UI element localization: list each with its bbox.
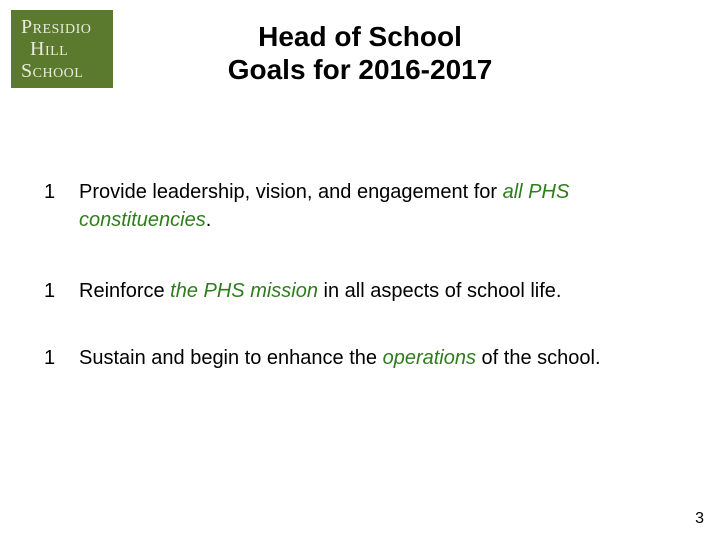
- goal-number: 1: [44, 280, 56, 302]
- logo-line-1: Presidio: [21, 16, 92, 38]
- goal-text: [79, 277, 669, 305]
- title-line-2: Goals for 2016-2017: [227, 54, 493, 85]
- goal-emphasis: the PHS mission: [170, 280, 318, 302]
- goal-text-after: .: [205, 209, 212, 231]
- goal-emphasis: operations: [382, 347, 476, 369]
- goal-text-before: Sustain and begin to enhance the: [79, 347, 383, 369]
- school-logo: [11, 10, 113, 88]
- goal-text-before: Reinforce: [79, 280, 171, 302]
- title-line-1: Head of School: [258, 21, 462, 52]
- goal-text: [79, 178, 669, 234]
- goal-text-after: of the school.: [475, 347, 601, 369]
- goal-emphasis: all PHS constituencies: [79, 181, 570, 231]
- slide-title: [150, 20, 570, 86]
- goal-text-before: Provide leadership, vision, and engagement for: [79, 181, 503, 203]
- goal-number: 1: [44, 181, 56, 203]
- goal-text-after: in all aspects of school life.: [318, 280, 562, 302]
- logo-line-2: Hill: [30, 38, 69, 60]
- page-number: 3: [695, 510, 704, 527]
- logo-line-3: School: [21, 60, 84, 82]
- goal-number: 1: [44, 347, 56, 369]
- goal-text: [79, 344, 669, 372]
